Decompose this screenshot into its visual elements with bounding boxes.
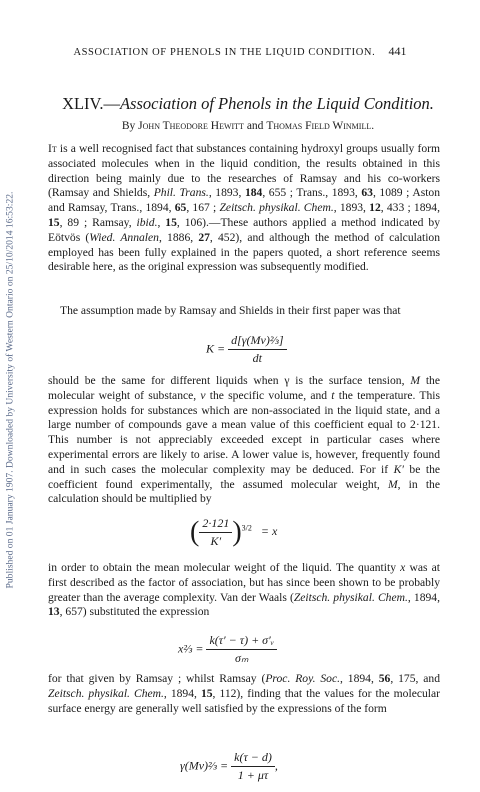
equation-van-der-waals (178, 633, 277, 666)
text-run: 15 (200, 686, 213, 700)
equation-1-fraction (228, 333, 286, 366)
text-run: x (400, 561, 406, 574)
page-number: 441 (388, 44, 407, 58)
byline-by: By (121, 120, 136, 132)
article-title-text: Association of Phenols in the Liquid Condition. (119, 94, 434, 113)
text-run: K′ (393, 462, 404, 476)
text-run: Zeitsch. physikal. Chem. (293, 590, 408, 604)
text-run: , 106).—These authors applied a method indicated by Eötvös ( (48, 215, 440, 244)
text-run: 184 (244, 186, 263, 200)
text-run: the molecular weight of substance, (48, 374, 441, 402)
equation-3-lhs: x⅔ = (178, 641, 204, 656)
running-head-title: ASSOCIATION OF PHENOLS IN THE LIQUID CONDITION. (73, 47, 376, 58)
text-run: 13 (48, 605, 60, 619)
text-run: , 657) substituted the expression (59, 605, 210, 619)
text-run: , 167 ; (186, 201, 220, 215)
text-run: the temperature. This expression holds for substances which are non-associated in the liquid state, and a large number of compounds gave a mean value of this coefficient equal to 2·121. This number is not appreciably exceeded except in particular cases where experimental errors are likely to arise. A lower value is, however, frequently found and in such cases the molecular complexity may be deduced. For if (48, 388, 440, 476)
text-run: Wied. Annalen (89, 230, 159, 244)
equation-eotvos (206, 333, 287, 366)
text-run: the specific volume, and (205, 388, 332, 402)
download-watermark-text: Published on 01 January 1907. Downloaded by University of Western Ontario on 25/10/2014 16:53:22. (4, 191, 16, 589)
paragraph-4 (48, 561, 440, 620)
text-run: , 655 ; Trans., 1893, (262, 186, 362, 200)
left-paren: ( (190, 516, 200, 548)
paragraph-5 (48, 672, 440, 716)
equation-4-fraction (231, 750, 275, 783)
equation-2-denominator: K′ (210, 534, 222, 548)
equation-1-numerator: d[γ(Mv)⅔] (228, 333, 286, 350)
equation-association-factor (190, 516, 277, 549)
text-run: M (410, 374, 421, 387)
text-run: in order to obtain the mean molecular weight of the liquid. The quantity (48, 561, 401, 574)
text-run: , (157, 215, 166, 229)
text-run: ibid. (136, 215, 158, 229)
equation-2-numerator: 2·121 (199, 516, 232, 533)
right-paren: ) (232, 516, 242, 548)
author-1: John Theodore Hewitt (138, 120, 244, 132)
equation-4-lhs: γ(Mv)⅔ = (180, 758, 229, 773)
equation-4-denominator: 1 + μτ (237, 768, 269, 782)
byline-and: and (246, 120, 264, 132)
equation-3-fraction (206, 633, 277, 666)
equation-4-trailing-comma: , (274, 758, 278, 773)
text-run: , 1893, (208, 186, 245, 200)
equation-4-numerator: k(τ − d) (231, 750, 275, 767)
byline (38, 120, 458, 132)
paragraph-3 (48, 374, 440, 507)
text-run: 15 (165, 215, 177, 229)
text-run: Phil. Trans. (153, 186, 209, 200)
equation-2-rhs: = x (260, 524, 278, 539)
text-run: 27 (198, 230, 210, 244)
text-run: be the coefficient found experimentally, the assumed molecular weight, (48, 462, 441, 491)
equation-2-fraction (199, 516, 232, 549)
text-run: , 452), and although the method of calculation employed has been fully explained in the papers quoted, a short reference seems desirable here, as the original expression was subsequently modified. (48, 230, 441, 274)
text-run: , 433 ; 1894, (380, 201, 440, 215)
text-run: was at first described as the factor of association, but has since been shown to be probably greater than the average complexity. Van der Waals ( (48, 561, 441, 604)
text-run: Zeitsch. physikal. Chem. (48, 686, 164, 700)
text-run: for that given by Ramsay ; whilst Ramsay ( (48, 672, 266, 685)
text-run: 56 (378, 672, 391, 685)
text-run: , in the calculation should be multiplied by (48, 477, 441, 506)
text-run: Proc. Roy. Soc. (265, 672, 341, 685)
text-run: , 1894, (163, 686, 201, 700)
text-run: Zeitsch. physikal. Chem. (219, 201, 334, 215)
text-run: 63 (361, 186, 373, 200)
author-2: Thomas Field Winmill. (266, 120, 375, 132)
text-run: , 1894, (407, 590, 440, 604)
equation-3-numerator: k(τ′ − τ) + σ′ᵥ (206, 633, 277, 650)
download-watermark (2, 60, 18, 720)
article-title (38, 94, 458, 114)
paragraph-1 (48, 142, 440, 275)
text-run: , 1089 ; Aston and Ramsay, Trans., 1894, (48, 186, 441, 215)
text-run: 15 (48, 215, 60, 229)
text-run: It (48, 142, 57, 155)
text-run: M (387, 477, 398, 491)
equation-2-exponent: 3/2 (241, 523, 252, 533)
text-run: , 1893, (333, 201, 370, 215)
text-run: , 175, and (390, 672, 441, 685)
text-run: , 89 ; Ramsay, (59, 215, 137, 229)
text-run: 12 (369, 201, 381, 215)
equation-ramsay-form (180, 750, 278, 783)
text-run: should be the same for different liquids when γ is the surface tension, (48, 374, 411, 387)
text-run: , 1886, (158, 230, 199, 244)
text-run: , 112), finding that the values for the molecular surface energy are generally well satisfied by the expressions of the form (48, 686, 441, 715)
equation-1-lhs: K = (206, 341, 226, 356)
running-head (0, 44, 480, 59)
paragraph-2: The assumption made by Ramsay and Shields in their first paper was that (60, 304, 401, 317)
text-run: is a well recognised fact that substances containing hydroxyl groups usually form associated molecules when in the liquid condition, the results obtained in this direction being mainly due to the researches of Ramsay and his co-workers (Ramsay and Shields, (48, 142, 440, 200)
text-run: 65 (174, 201, 187, 215)
text-run: t (331, 388, 335, 402)
text-run: , 1894, (340, 672, 379, 685)
equation-1-denominator: dt (252, 351, 262, 365)
equation-3-denominator: σₘ (235, 651, 249, 665)
text-run: v (200, 388, 206, 402)
article-number: XLIV.— (62, 94, 120, 113)
